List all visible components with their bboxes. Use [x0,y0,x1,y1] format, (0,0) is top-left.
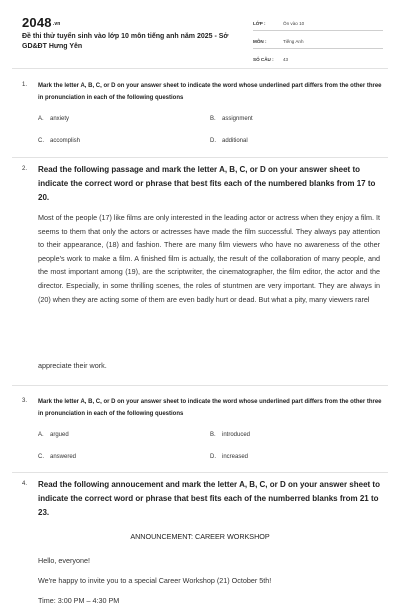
meta-value: Ôn vào 10 [283,20,305,26]
option-letter: B. [210,432,216,438]
divider [12,385,388,386]
question-number: 4. [22,481,28,487]
option-letter: D. [210,138,216,144]
option-letter: C. [38,454,44,460]
announcement-time: Time: 3:00 PM – 4:30 PM [38,596,120,605]
question-prompt: Read the following passage and mark the letter A, B, C, or D on your answer sheet to indicate the correct word or phrase that best fits each of the numbered blanks from 17 to 20. [38,165,376,202]
meta-row-question-count [253,52,383,66]
divider [12,68,388,69]
meta-row-class [253,16,383,31]
meta-value: 43 [283,56,289,62]
site-logo[interactable] [22,15,61,30]
question-prompt: Mark the letter A, B, C, or D on your answer sheet to indicate the word whose underlined part differs from the other three in pronunciation in each of the following questions [38,83,382,101]
option-text: answered [50,454,77,460]
meta-label: MÔN : [253,38,267,44]
option-a[interactable] [38,432,69,438]
meta-label: SỐ CÂU : [253,56,274,62]
page-header [0,0,400,62]
meta-row-subject [253,34,383,49]
option-text: assignment [222,116,253,122]
option-b[interactable] [210,116,253,122]
meta-label: LỚP : [253,20,266,26]
option-letter: C. [38,138,44,144]
option-text: increased [222,454,249,460]
option-text: accomplish [50,138,81,144]
option-a[interactable] [38,116,69,122]
option-text: anxiety [50,116,70,122]
option-text: introduced [222,432,251,438]
exam-meta-panel [253,16,383,69]
reading-passage-end: appreciate their work. [38,361,107,370]
question-number: 2. [22,166,28,172]
option-letter: B. [210,116,216,122]
announcement-greeting: Hello, everyone! [38,556,90,565]
question-number: 3. [22,398,28,404]
option-letter: A. [38,432,44,438]
divider [12,157,388,158]
option-c[interactable] [38,138,80,144]
exam-title: Đề thi thử tuyển sinh vào lớp 10 môn tiếng anh năm 2025 - Sở GD&ĐT Hưng Yên [22,33,229,50]
question-prompt: Mark the letter A, B, C, or D on your answer sheet to indicate the word whose underlined part differs from the other three in pronunciation in each of the following questions [38,399,382,417]
reading-passage: Most of the people (17) like films are only interested in the leading actor or actress when they enjoy a film. It seems to them that only the actors or actresses have made the film successful. They always pay attention to their appearance, (18) and fashion. There are many film viewers who have no awareness of the other people's work to make a film. A finished film is actually, the result of the collaboration of many people, and the most important among (19), are the scriptwriter, the cinematographer, the film editor, the actor and the director. Especially, in some thrilling scenes, the roles of stuntmen are very important. They are always in (20) when they are acting some of them are even badly hurt or dead. But what a pity, many viewers rarel [38,213,380,304]
option-d[interactable] [210,138,248,144]
question-number: 1. [22,82,28,88]
option-text: argued [50,432,69,438]
logo-suffix: .vn [52,20,61,27]
option-letter: D. [210,454,216,460]
option-d[interactable] [210,454,248,460]
option-b[interactable] [210,432,250,438]
logo-text: 2048 [22,15,52,30]
meta-value: Tiếng Anh [283,38,304,44]
announcement-title: ANNOUNCEMENT: CAREER WORKSHOP [130,532,270,541]
announcement-invite: We're happy to invite you to a special Career Workshop (21) October 5th! [38,576,272,585]
option-letter: A. [38,116,44,122]
option-c[interactable] [38,454,76,460]
option-text: additional [222,138,248,144]
question-prompt: Read the following annoucement and mark the letter A, B, C, or D on your answer sheet to indicate the correct word or phrase that best fits each of the numberred blanks from 21 to 23. [38,480,380,517]
divider [12,472,388,473]
